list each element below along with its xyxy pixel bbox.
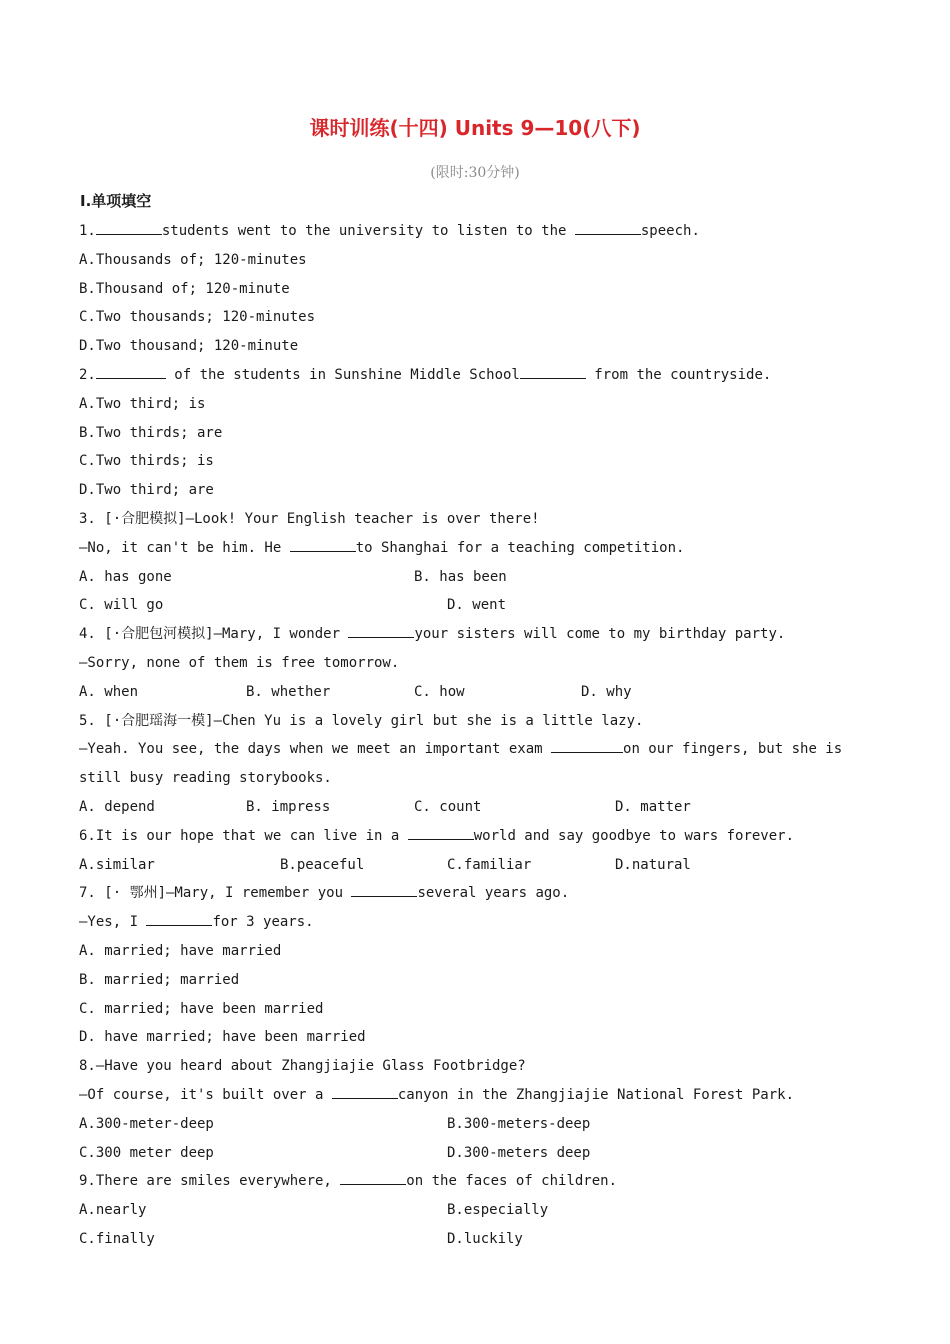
question-8-stem: 8.—Have you heard about Zhangjiajie Glass Footbridge? bbox=[79, 1058, 526, 1075]
question-5-option-d: D. matter bbox=[615, 798, 691, 815]
question-8-option-c: C.300 meter deep bbox=[79, 1144, 214, 1161]
question-2-option-c: C.Two thirds; is bbox=[79, 453, 214, 470]
question-3-options-ab bbox=[79, 565, 879, 594]
question-9-options-cd bbox=[79, 1227, 879, 1256]
question-7-option-c: C. married; have been married bbox=[79, 1000, 324, 1017]
question-8-options-cd bbox=[79, 1141, 879, 1170]
question-1-option-a: A.Thousands of; 120-minutes bbox=[79, 251, 307, 268]
answer-blank bbox=[551, 737, 623, 753]
question-6-option-c: C.familiar bbox=[447, 856, 532, 873]
question-6-option-a: A.similar bbox=[79, 856, 155, 873]
answer-blank bbox=[520, 363, 586, 379]
question-5-dialogue: —Yeah. You see, the days when we meet an important exam on our fingers, but she is bbox=[79, 737, 879, 766]
page-title: 课时训练(十四) Units 9—10(八下) bbox=[309, 116, 641, 140]
time-limit: (限时:30分钟) bbox=[430, 165, 520, 181]
question-8-option-a: A.300-meter-deep bbox=[79, 1115, 214, 1132]
question-8-option-b: B.300-meters-deep bbox=[447, 1115, 591, 1132]
question-7-dialogue: —Yes, I for 3 years. bbox=[79, 910, 879, 939]
question-1-option-d: D.Two thousand; 120-minute bbox=[79, 338, 299, 355]
question-7-option-a: A. married; have married bbox=[79, 942, 282, 959]
answer-blank bbox=[290, 536, 356, 552]
answer-blank bbox=[96, 363, 166, 379]
question-4-option-c: C. how bbox=[414, 683, 465, 700]
question-1-option-b: B.Thousand of; 120-minute bbox=[79, 280, 290, 297]
question-list bbox=[79, 219, 879, 1256]
question-4-option-d: D. why bbox=[581, 683, 632, 700]
answer-blank bbox=[146, 910, 212, 926]
question-3-option-a: A. has gone bbox=[79, 568, 172, 585]
question-9-option-c: C.finally bbox=[79, 1230, 155, 1247]
question-3-option-b: B. has been bbox=[414, 568, 507, 585]
section-heading: Ⅰ.单项填空 bbox=[80, 192, 152, 210]
question-5-option-a: A. depend bbox=[79, 798, 155, 815]
answer-blank bbox=[348, 622, 414, 638]
answer-blank bbox=[340, 1169, 406, 1185]
question-7-option-b: B. married; married bbox=[79, 971, 240, 988]
answer-blank bbox=[96, 219, 162, 235]
question-2-option-d: D.Two third; are bbox=[79, 482, 214, 499]
question-6-stem: 6.It is our hope that we can live in a world and say goodbye to wars forever. bbox=[79, 824, 879, 853]
question-9-stem: 9.There are smiles everywhere, on the faces of children. bbox=[79, 1169, 879, 1198]
answer-blank bbox=[332, 1083, 398, 1099]
question-5-stem: 5. [·合肥瑶海一模]—Chen Yu is a lovely girl but she is a little lazy. bbox=[79, 712, 644, 729]
question-4-option-a: A. when bbox=[79, 683, 139, 700]
question-9-option-b: B.especially bbox=[447, 1202, 549, 1219]
question-9-option-d: D.luckily bbox=[447, 1230, 523, 1247]
question-4-stem: 4. [·合肥包河模拟]—Mary, I wonder your sisters will come to my birthday party. bbox=[79, 622, 879, 651]
question-9-options-ab bbox=[79, 1198, 879, 1227]
question-2-option-a: A.Two third; is bbox=[79, 395, 206, 412]
question-5-option-c: C. count bbox=[414, 798, 482, 815]
question-7-stem: 7. [· 鄂州]—Mary, I remember you several years ago. bbox=[79, 881, 879, 910]
question-4-option-b: B. whether bbox=[246, 683, 331, 700]
question-7-option-d: D. have married; have been married bbox=[79, 1029, 366, 1046]
question-3-dialogue: —No, it can't be him. He to Shanghai for a teaching competition. bbox=[79, 536, 879, 565]
question-4-dialogue: —Sorry, none of them is free tomorrow. bbox=[79, 654, 400, 671]
question-5-options bbox=[79, 795, 879, 824]
question-8-dialogue: —Of course, it's built over a canyon in the Zhangjiajie National Forest Park. bbox=[79, 1083, 879, 1112]
question-8-option-d: D.300-meters deep bbox=[447, 1144, 591, 1161]
question-3-options-cd bbox=[79, 593, 879, 622]
question-3-option-c: C. will go bbox=[79, 597, 164, 614]
question-3-option-d: D. went bbox=[447, 597, 507, 614]
question-6-option-b: B.peaceful bbox=[280, 856, 365, 873]
question-4-options bbox=[79, 680, 879, 709]
answer-blank bbox=[351, 881, 417, 897]
answer-blank bbox=[575, 219, 641, 235]
question-2-option-b: B.Two thirds; are bbox=[79, 424, 223, 441]
question-5-option-b: B. impress bbox=[246, 798, 331, 815]
question-6-option-d: D.natural bbox=[615, 856, 691, 873]
question-2-stem: 2. of the students in Sunshine Middle School from the countryside. bbox=[79, 363, 879, 392]
question-8-options-ab bbox=[79, 1112, 879, 1141]
question-1-stem: 1. students went to the university to listen to the speech. bbox=[79, 219, 879, 248]
question-6-options bbox=[79, 853, 879, 882]
question-1-option-c: C.Two thousands; 120-minutes bbox=[79, 309, 316, 326]
question-5-dialogue-cont: still busy reading storybooks. bbox=[79, 770, 332, 787]
answer-blank bbox=[408, 824, 474, 840]
question-9-option-a: A.nearly bbox=[79, 1202, 147, 1219]
question-3-stem: 3. [·合肥模拟]—Look! Your English teacher is over there! bbox=[79, 510, 540, 527]
